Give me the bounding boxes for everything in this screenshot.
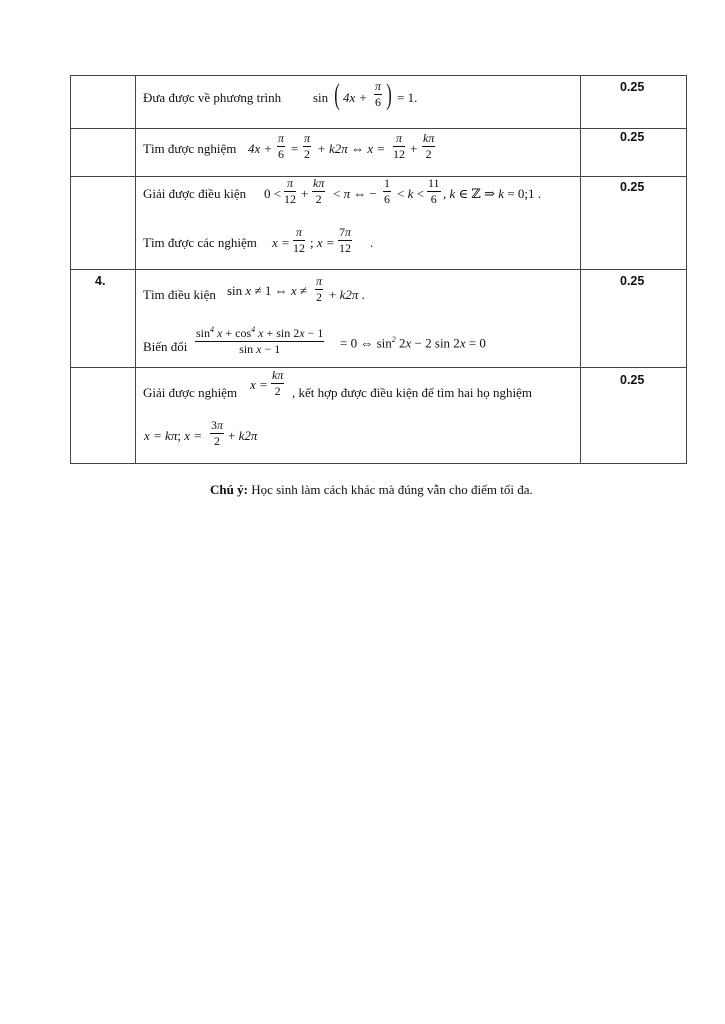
- row5-score: 0.25: [620, 373, 645, 387]
- row3-label2: Tìm được các nghiệm: [143, 235, 257, 250]
- row2-label: Tìm được nghiệm: [143, 141, 237, 156]
- row4-score: 0.25: [620, 274, 645, 288]
- question-number: 4.: [95, 274, 106, 288]
- table-border-bottom: [70, 463, 687, 464]
- row3-score: 0.25: [620, 180, 645, 194]
- row1-score: 0.25: [620, 80, 645, 94]
- row-divider: [70, 128, 687, 129]
- row-divider: [70, 269, 687, 270]
- row5-label: Giải được nghiệm: [143, 385, 238, 400]
- row4-label: Tìm điều kiện: [143, 287, 216, 302]
- row4-label2: Biến đổi: [143, 339, 188, 354]
- table-border-top: [70, 75, 687, 76]
- row-divider: [70, 176, 687, 177]
- row2-score: 0.25: [620, 130, 645, 144]
- answer-table: [70, 75, 687, 464]
- footnote-label: Chú ý:: [210, 482, 248, 497]
- row3-label: Giải được điều kiện: [143, 186, 247, 201]
- footnote: [210, 482, 533, 498]
- row1-label: Đưa được về phương trình: [143, 90, 282, 105]
- row-divider: [70, 367, 687, 368]
- row5-tail: , kết hợp được điều kiện để tìm hai họ nghiệm: [292, 385, 532, 400]
- footnote-text: Học sinh làm cách khác mà đúng vẫn cho điểm tối đa.: [247, 482, 533, 497]
